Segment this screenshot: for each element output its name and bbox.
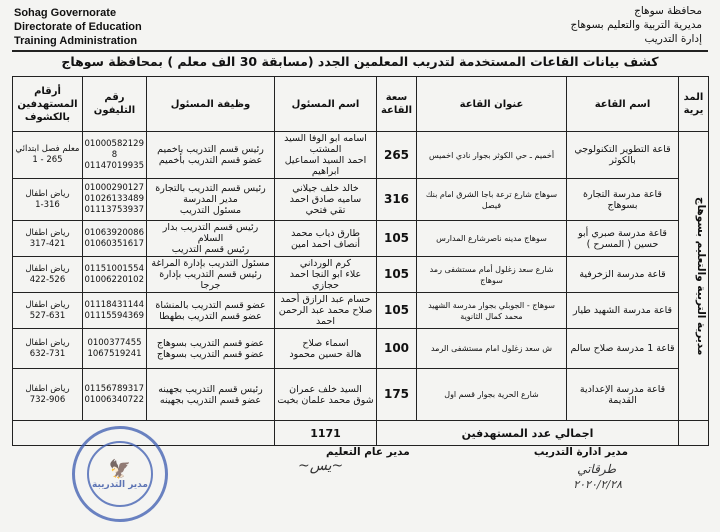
hall-name-cell: قاعة التطوير التكنولوجي بالكوثر: [567, 132, 679, 179]
header-left: [14, 6, 142, 48]
col-directorate: المد يرية: [679, 77, 709, 132]
education-director-signature: ~ﯾﺲ~: [298, 458, 344, 474]
capacity-cell: 105: [377, 293, 417, 329]
responsible-job-cell: [147, 257, 275, 293]
stamp-emblem: [87, 441, 153, 507]
phone-cell-line: 01151001554: [84, 263, 144, 274]
table-row: [13, 369, 709, 421]
responsible-job-cell-line: رئيس قسم التدريب بجهينه: [158, 383, 263, 395]
responsible-job-cell-line: رئيس قسم التدريب بإدارة جرجا: [159, 269, 262, 291]
responsible-job-cell-line: عضو قسم التدريب بجهينه: [159, 394, 262, 406]
hall-address-cell: سوهاج شارع ترعة باجا الشرق امام بنك فيصل: [417, 179, 567, 221]
col-hall-name: اسم القاعة: [567, 77, 679, 132]
stamp-text: مدير التدريبة: [92, 479, 148, 490]
col-capacity: سعة القاعة: [377, 77, 417, 132]
hall-address-cell: شارع سعد زغلول أمام مستشفى رمد سوهاج: [417, 257, 567, 293]
responsible-name-cell-line: احمد السيد اسماعيل ابراهيم: [284, 155, 367, 177]
beneficiaries-cell: [13, 293, 83, 329]
hall-name-cell: قاعة مدرسة الزخرفية: [567, 257, 679, 293]
table-row: [13, 221, 709, 257]
responsible-job-cell-line: رئيس قسم التدريب بالتجارة: [155, 183, 266, 194]
responsible-name-cell: [275, 329, 377, 369]
header-left-line-3: Training Administration: [14, 35, 138, 47]
capacity-cell: 175: [377, 369, 417, 421]
beneficiaries-cell-line: 732-906: [29, 394, 66, 405]
phone-cell: [83, 257, 147, 293]
responsible-job-cell-line: عضو قسم التدريب بطهطا: [159, 310, 262, 322]
responsible-job-cell: [147, 293, 275, 329]
header-divider: [12, 50, 708, 52]
directorate-cell: [679, 132, 709, 421]
responsible-name-cell: [275, 369, 377, 421]
training-director-signature: ﻃﺮﻗﺎﺗﻲ: [577, 462, 616, 476]
responsible-name-cell: [275, 179, 377, 221]
responsible-job-cell: [147, 221, 275, 257]
beneficiaries-cell: [13, 369, 83, 421]
responsible-name-cell: [275, 257, 377, 293]
phone-cell-line: 01113753937: [84, 205, 144, 215]
responsible-name-cell-line: هالة حسين محمود: [289, 348, 362, 360]
education-director-label: مدير عام التعليم: [326, 446, 410, 458]
responsible-name-cell: [275, 293, 377, 329]
responsible-job-cell: [147, 369, 275, 421]
responsible-name-cell-line: صلاح محمد عبد الرحمن احمد: [278, 305, 373, 327]
phone-cell: [83, 179, 147, 221]
hall-address-cell: أخميم ـ حي الكوثر بجوار نادي اخميس: [417, 132, 567, 179]
responsible-job-cell-line: مسئول التدريب: [179, 205, 242, 216]
hall-name-cell: قاعة مدرسة الإعدادية القديمة: [567, 369, 679, 421]
phone-cell-line: 01000582129​8: [84, 138, 144, 160]
phone-cell-line: 01006340722: [84, 394, 144, 405]
responsible-name-cell-line: علاء ابو النجا احمد حجازي: [289, 269, 362, 291]
total-value-cell: 1171: [275, 421, 377, 446]
table-row: [13, 132, 709, 179]
phone-cell-line: 01147019935: [84, 160, 144, 171]
responsible-name-cell-line: اسامه ابو الوفا السيد المشتب: [284, 133, 367, 155]
responsible-name-cell-line: كرم الورداني: [299, 258, 352, 269]
beneficiaries-cell-line: 422-526: [29, 274, 66, 285]
phone-cell-line: 01115594369: [84, 310, 144, 321]
beneficiaries-cell: [13, 329, 83, 369]
phone-cell: [83, 293, 147, 329]
beneficiaries-cell: [13, 221, 83, 257]
phone-cell: [83, 221, 147, 257]
responsible-name-cell-line: حسام عبد الرازق أحمد: [280, 294, 371, 305]
responsible-job-cell: [147, 132, 275, 179]
phone-cell: [83, 132, 147, 179]
beneficiaries-cell: [13, 179, 83, 221]
responsible-job-cell: [147, 329, 275, 369]
responsible-name-cell-line: خالد خلف جيلاني: [292, 183, 359, 194]
responsible-name-cell-line: ساميه صادق احمد: [289, 194, 362, 205]
hall-name-cell: قاعة مدرسة صبري أبو حسين ( المسرح ): [567, 221, 679, 257]
halls-table: [12, 76, 709, 446]
hall-name-cell: قاعة مدرسة التجارة بسوهاج: [567, 179, 679, 221]
capacity-cell: 265: [377, 132, 417, 179]
hall-address-cell: سوهاج - الجوبلي بجوار مدرسة الشهيد محمد كمال الثانوية: [417, 293, 567, 329]
table-row: [13, 179, 709, 221]
page-title: كشف بيانات القاعات المستخدمة لتدريب المعلمين الجدد (مسابقة 30 الف معلم ) بمحافظة سوهاج: [61, 54, 659, 69]
responsible-name-cell-line: السيد خلف عمران: [289, 383, 362, 395]
table-row: [13, 329, 709, 369]
responsible-name-cell-line: طارق دياب محمد: [291, 227, 360, 239]
capacity-cell: 105: [377, 257, 417, 293]
phone-cell-line: 01026133489: [84, 194, 144, 204]
header-left-line-2: Directorate of Education: [14, 21, 142, 33]
phone-cell-line: 01000290127: [84, 183, 144, 193]
table-header-row: [13, 77, 709, 132]
responsible-name-cell-line: أنصاف احمد امين: [290, 238, 361, 250]
phone-cell-line: 0100377455: [87, 337, 142, 348]
capacity-cell: 100: [377, 329, 417, 369]
beneficiaries-cell-line: رياض اطفال: [25, 299, 70, 310]
beneficiaries-cell-line: 1-316: [35, 199, 60, 210]
phone-cell: [83, 369, 147, 421]
beneficiaries-cell-line: رياض اطفال: [25, 383, 70, 394]
total-directorate-cell: [679, 421, 709, 446]
phone-cell-line: 01118431144: [84, 299, 144, 310]
beneficiaries-cell: [13, 257, 83, 293]
beneficiaries-cell-line: معلم فصل ابتدائي: [15, 144, 80, 154]
training-director-label: مدير ادارة التدريب: [533, 446, 628, 458]
beneficiaries-cell-line: رياض اطفال: [25, 227, 70, 238]
phone-cell-line: 01060351617: [84, 238, 144, 249]
header-left-line-1: Sohag Governorate: [14, 7, 117, 19]
phone-cell-line: 01063920086: [84, 227, 144, 238]
responsible-job-cell-line: رئيس قسم التدريب باخميم: [157, 144, 264, 155]
table-row: [13, 293, 709, 329]
hall-name-cell: قاعة مدرسة الشهيد طيار: [567, 293, 679, 329]
col-phone: رقم التليفون: [83, 77, 147, 132]
beneficiaries-cell-line: 265 - 1: [32, 155, 63, 165]
phone-cell-line: 01006220102: [84, 274, 144, 285]
header-right-line-3: إدارة التدريب: [644, 33, 702, 45]
beneficiaries-cell-line: 632-731: [29, 348, 66, 359]
hall-address-cell: ش سعد زغلول امام مستشفى الرمد: [417, 329, 567, 369]
phone-cell: [83, 329, 147, 369]
beneficiaries-cell-line: 317-421: [29, 238, 66, 249]
responsible-job-cell-line: عضو قسم التدريب بسوهاج: [156, 337, 265, 349]
col-responsible-job: وظيفة المسئول: [147, 77, 275, 132]
directorate-label: مديرية التربية والتعليم بسوهاج: [695, 196, 707, 356]
beneficiaries-cell-line: رياض اطفال: [25, 188, 70, 199]
beneficiaries-cell: [13, 132, 83, 179]
official-stamp: [72, 426, 168, 522]
responsible-job-cell: [147, 179, 275, 221]
capacity-cell: 316: [377, 179, 417, 221]
responsible-name-cell-line: شوق محمد علمان بخيت: [277, 394, 374, 406]
responsible-name-cell: [275, 132, 377, 179]
responsible-name-cell-line: تقي فتحي: [305, 205, 346, 216]
responsible-name-cell: [275, 221, 377, 257]
responsible-job-cell-line: مسئول التدريب بإدارة المراغة: [151, 258, 270, 269]
responsible-job-cell-line: رئيس قسم التدريب بدار السلام: [162, 222, 259, 244]
phone-cell-line: 1067519241: [87, 348, 142, 359]
eagle-icon: 🦅: [108, 458, 132, 480]
responsible-job-cell-line: رئيس قسم التدريب: [171, 244, 250, 255]
hall-address-cell: شارع الحرية بجوار قسم اول: [417, 369, 567, 421]
capacity-cell: 105: [377, 221, 417, 257]
responsible-job-cell-line: عضو قسم التدريب بسوهاج: [156, 348, 265, 360]
hall-address-cell: سوهاج مدينه ناصرشارع المدارس: [417, 221, 567, 257]
table-row: [13, 257, 709, 293]
header-right-line-1: محافظة سوهاج: [634, 5, 702, 17]
signature-date: ٢٠٢٠/٢/٢٨: [573, 478, 622, 491]
header-right: [571, 4, 703, 46]
hall-name-cell: قاعة 1 مدرسة صلاح سالم: [567, 329, 679, 369]
beneficiaries-cell-line: رياض اطفال: [25, 263, 70, 274]
responsible-job-cell-line: مدير المدرسة: [183, 194, 238, 205]
beneficiaries-cell-line: رياض اطفال: [25, 337, 70, 348]
responsible-job-cell-line: عضو قسم التدريب بالمنشاة: [155, 299, 266, 311]
total-label-cell: اجمالي عدد المستهدفين: [377, 421, 679, 446]
responsible-name-cell-line: اسماء صلاح: [302, 337, 349, 349]
col-responsible-name: اسم المسئول: [275, 77, 377, 132]
col-beneficiaries: أرقام المستهدفين بالكشوف: [13, 77, 83, 132]
responsible-job-cell-line: عضو قسم التدريب بأخميم: [158, 155, 263, 166]
header-right-line-2: مديرية التربية والتعليم بسوهاج: [570, 19, 702, 31]
phone-cell-line: 01156789317: [84, 383, 144, 394]
beneficiaries-cell-line: 527-631: [29, 310, 66, 321]
col-hall-address: عنوان القاعة: [417, 77, 567, 132]
